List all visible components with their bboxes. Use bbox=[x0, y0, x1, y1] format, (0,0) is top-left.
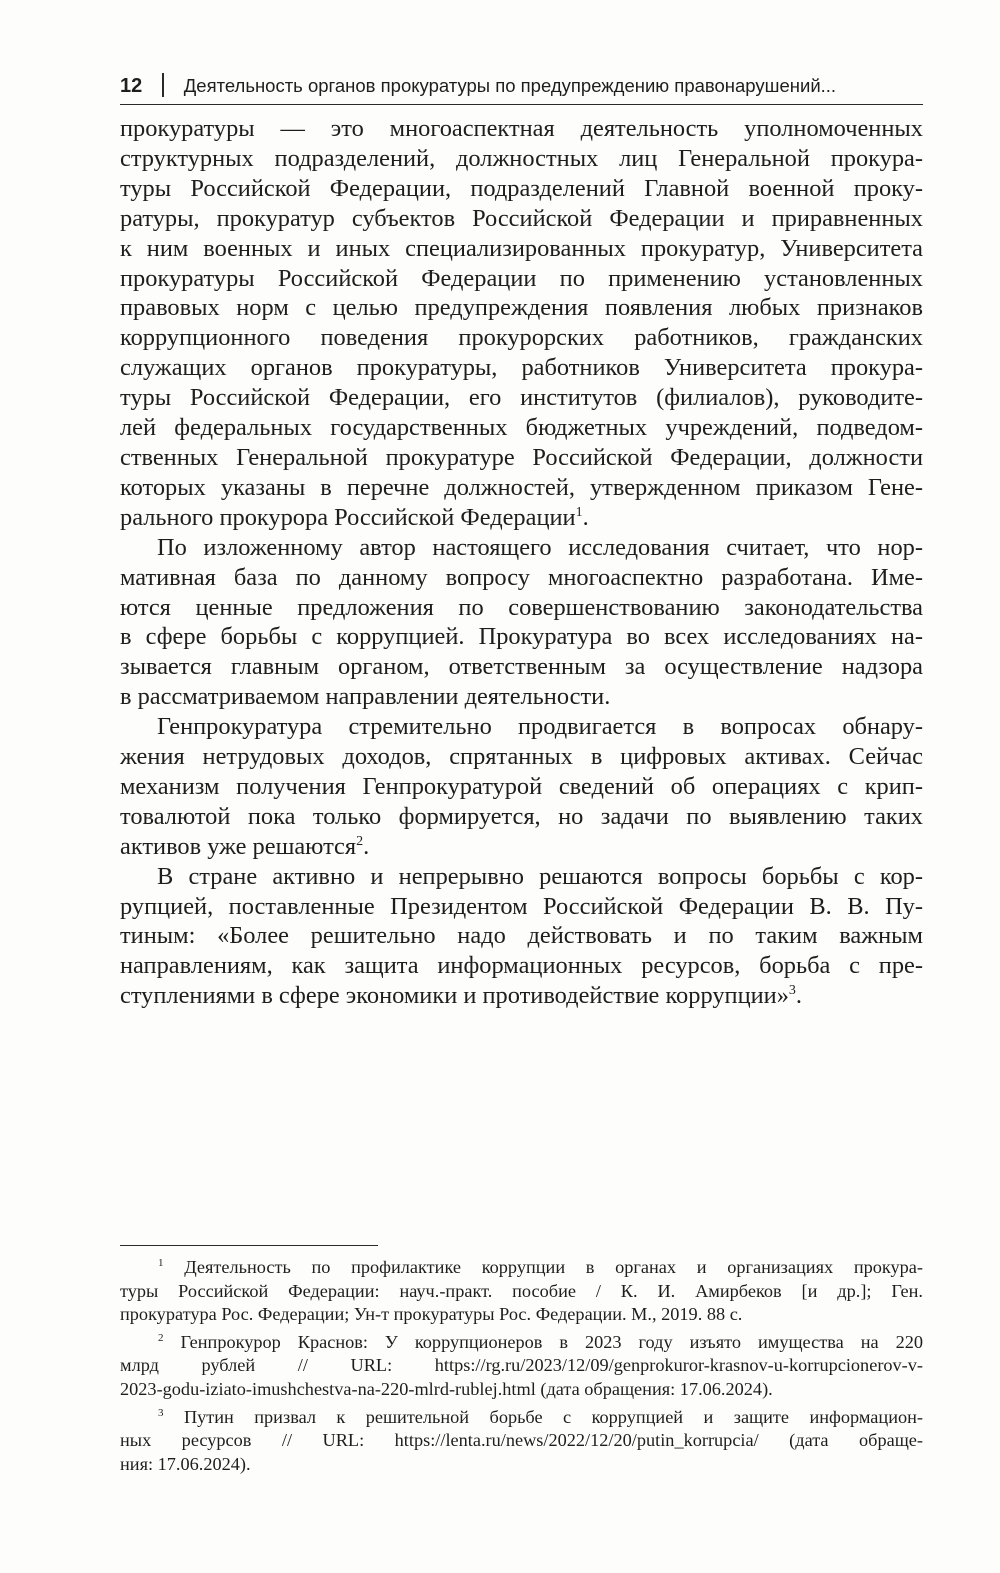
footnote-url-line[interactable]: млрд рублей // URL: https://rg.ru/2023/12/09/genprokuror-krasnov-u-korrupcionerov-v- bbox=[120, 1355, 923, 1376]
text-line: прокуратуры Российской Федерации по применению установленных bbox=[120, 264, 923, 292]
footnote-number: 1 bbox=[158, 1257, 164, 1269]
footnote-divider bbox=[120, 1245, 378, 1246]
text-line: тиным: «Более решительно надо действовать и по таким важным bbox=[120, 922, 923, 950]
text-line: лей федеральных государственных бюджетных учреждений, подведом- bbox=[120, 414, 923, 442]
footnote-3 bbox=[120, 1406, 923, 1477]
paragraph-1 bbox=[120, 114, 923, 533]
text-line: направлениям, как защита информационных ресурсов, борьба с пре- bbox=[120, 952, 923, 980]
text-line: служащих органов прокуратуры, работников Университета прокура- bbox=[120, 354, 923, 382]
text-line: товалютой пока только формируется, но задачи по выявлению таких bbox=[120, 802, 923, 830]
footnote-2 bbox=[120, 1331, 923, 1402]
text-line: ратуры, прокуратур субъектов Российской Федерации и приравненных bbox=[120, 204, 923, 232]
paragraph-4 bbox=[120, 862, 923, 1012]
text-line: туры Российской Федерации, его институтов (филиалов), руководите- bbox=[120, 384, 923, 412]
text-line: рального прокурора Российской Федерации$^1$. bbox=[120, 503, 589, 531]
footnote-url-line[interactable]: 2023-godu-iziato-imushchestva-na-220-mlrd-rublej.html (дата обращения: 17.06.2024). bbox=[120, 1378, 773, 1399]
footnote-ref-2[interactable]: 2 bbox=[356, 833, 364, 849]
footnote-1 bbox=[120, 1256, 923, 1327]
footnote-line: ния: 17.06.2024). bbox=[120, 1453, 251, 1474]
footnote-line: $^3$ Путин призвал к решительной борьбе с коррупцией и защите информацион- bbox=[158, 1406, 923, 1427]
running-header bbox=[120, 68, 923, 105]
footnote-number: 2 bbox=[158, 1331, 164, 1344]
footnote-line: прокуратура Рос. Федерации; Ун-т прокуратуры Рос. Федерации. М., 2019. 88 с. bbox=[120, 1304, 743, 1325]
text-line: ются ценные предложения по совершенствованию законодательства bbox=[120, 593, 923, 621]
text-line: Генпрокуратура стремительно продвигается в вопросах обнару- bbox=[157, 713, 923, 741]
text-line: к ним военных и иных специализированных прокуратур, Университета bbox=[120, 234, 923, 262]
text-line: коррупционного поведения прокурорских работников, гражданских bbox=[120, 324, 923, 352]
paragraph-3 bbox=[120, 712, 923, 862]
footnote-url-line[interactable]: ных ресурсов // URL: https://lenta.ru/news/2022/12/20/putin_korrupcia/ (дата обраще- bbox=[120, 1430, 923, 1451]
footnote-line: $^1$ Деятельность по профилактике коррупции в органах и организациях прокура- bbox=[158, 1257, 923, 1277]
footnote-ref-3[interactable]: 3 bbox=[788, 983, 796, 999]
text-line: туры Российской Федерации, подразделений Главной военной проку- bbox=[120, 174, 923, 202]
text-line: механизм получения Генпрокуратурой сведений об операциях с крип- bbox=[120, 772, 923, 800]
footnote-line: туры Российской Федерации: науч.-практ. пособие / К. И. Амирбеков [и др.]; Ген. bbox=[120, 1280, 923, 1301]
text-line: правовых норм с целью предупреждения появления любых признаков bbox=[120, 294, 923, 322]
paragraph-2 bbox=[120, 533, 923, 712]
text-line: которых указаны в перечне должностей, утвержденном приказом Гене- bbox=[120, 473, 923, 501]
running-title: Деятельность органов прокуратуры по предупреждению правонарушений... bbox=[183, 75, 837, 96]
text-line: активов уже решаются$^2$. bbox=[120, 832, 370, 860]
text-line: в рассматриваемом направлении деятельности. bbox=[120, 683, 611, 711]
text-line: ступлениями в сфере экономики и противодействие коррупции»$^3$. bbox=[120, 982, 803, 1010]
footnote-ref-1[interactable]: 1 bbox=[575, 504, 583, 520]
text-line: По изложенному автор настоящего исследования считает, что нор- bbox=[157, 533, 923, 561]
header-separator bbox=[162, 73, 164, 97]
footnote-line: $^2$ Генпрокурор Краснов: У коррупционеров в 2023 году изъято имущества на 220 bbox=[158, 1331, 923, 1352]
text-line: жения нетрудовых доходов, спрятанных в цифровых активах. Сейчас bbox=[120, 743, 923, 771]
footnotes bbox=[120, 1256, 923, 1480]
text-line: ственных Генеральной прокуратуре Российской Федерации, должности bbox=[120, 443, 923, 471]
text-line: структурных подразделений, должностных лиц Генеральной прокура- bbox=[120, 144, 923, 172]
text-line: в сфере борьбы с коррупцией. Прокуратура во всех исследованиях на- bbox=[120, 623, 923, 651]
text-line: рупцией, поставленные Президентом Российской Федерации В. В. Пу- bbox=[120, 892, 923, 920]
text-line: мативная база по данному вопросу многоаспектно разработана. Име- bbox=[120, 563, 923, 591]
main-text bbox=[120, 114, 923, 1011]
text-line: прокуратуры — это многоаспектная деятельность уполномоченных bbox=[120, 115, 923, 142]
text-line: В стране активно и непрерывно решаются вопросы борьбы с кор- bbox=[157, 862, 923, 890]
text-line: зывается главным органом, ответственным за осуществление надзора bbox=[120, 653, 923, 681]
page-number: 12 bbox=[120, 75, 143, 97]
footnote-number: 3 bbox=[158, 1406, 164, 1419]
